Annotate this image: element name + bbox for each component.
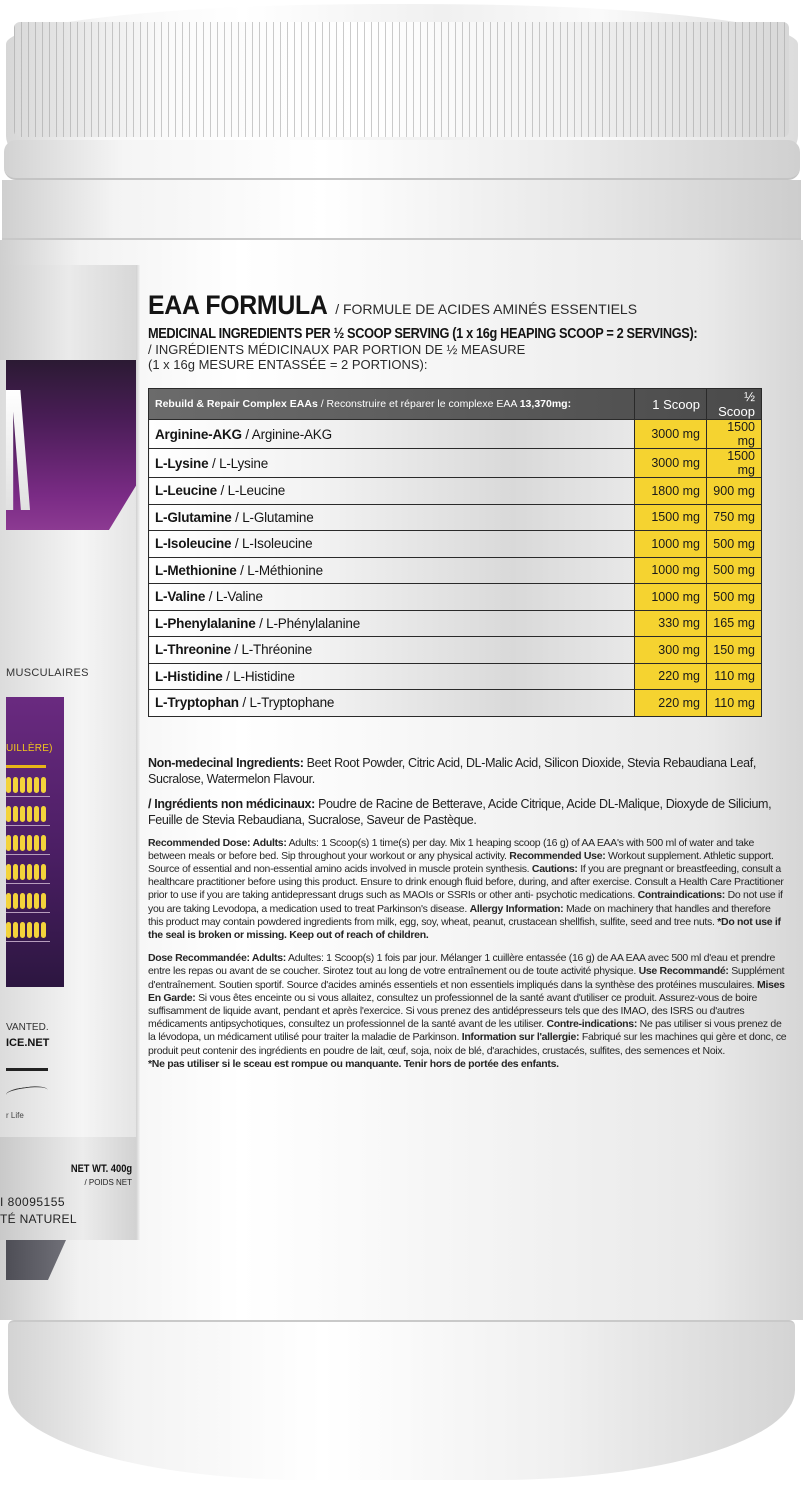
gold-divider: [6, 765, 46, 768]
half-scoop-amount: 110 mg: [707, 663, 762, 690]
ingredient-name-cell: L-Leucine / L-Leucine: [149, 478, 635, 505]
ingredient-name-cell: L-Threonine / L-Thréonine: [149, 637, 635, 664]
medicinal-ingredients-fr-1: / INGRÉDIENTS MÉDICINAUX PAR PORTION DE ½ MEASURE: [148, 342, 526, 357]
ingredient-name-cell: Arginine-AKG / Arginine-AKG: [149, 420, 635, 449]
label-top-band: [0, 265, 138, 360]
one-scoop-amount: 1000 mg: [635, 557, 707, 584]
label-wanted: VANTED.: [6, 1022, 49, 1033]
label-cuillere: UILLÈRE): [6, 743, 53, 754]
half-scoop-amount: 165 mg: [707, 610, 762, 637]
half-scoop-amount: 500 mg: [707, 584, 762, 611]
ingredient-name-cell: L-Lysine / L-Lysine: [149, 449, 635, 478]
label-edge-shadow: [136, 265, 140, 1240]
table-row: [149, 557, 762, 584]
one-scoop-amount: 1000 mg: [635, 584, 707, 611]
cap-ridges: [14, 22, 789, 137]
supplement-facts-panel: [148, 290, 788, 1071]
ingredient-name-cell: L-Phenylalanine / L-Phénylalanine: [149, 610, 635, 637]
table-row: [149, 478, 762, 505]
natural-product-label: TÉ NATUREL: [0, 1212, 77, 1226]
medicinal-ingredients-heading: MEDICINAL INGREDIENTS PER ½ SCOOP SERVING (1 x 16g HEAPING SCOOP = 2 SERVINGS):: [148, 326, 698, 342]
half-scoop-amount: 500 mg: [707, 531, 762, 558]
table-row: [149, 449, 762, 478]
panel-title: EAA FORMULA: [148, 290, 328, 320]
table-row: [149, 610, 762, 637]
one-scoop-amount: 3000 mg: [635, 420, 707, 449]
black-rule: [6, 1068, 48, 1071]
half-scoop-amount: 150 mg: [707, 637, 762, 664]
half-scoop-amount: 900 mg: [707, 478, 762, 505]
signature-icon: [5, 1084, 48, 1102]
npn-number: I 80095155: [0, 1195, 66, 1209]
one-scoop-amount: 330 mg: [635, 610, 707, 637]
half-scoop-amount: 750 mg: [707, 504, 762, 531]
complex-header: Rebuild & Repair Complex EAAs / Reconstruire et réparer le complexe EAA 13,370mg:: [149, 389, 635, 420]
directions-en: Recommended Dose: Adults: Adults: 1 Scoop(s) 1 time(s) per day. Mix 1 heaping scoop (16 g) of AA EAA's with 500 ml of water and take between meals or before bed. Sip throughout your workout or any physical activity. Recommended Use: Workout supplement. Athletic support. Source of essential and non-essential amino acids involved in muscle protein synthesis. Cautions: If you are pregnant or breastfeeding, consult a healthcare practitioner before using this product. Ensure to drink enough fluid before, during, and after exercise. Consult a Health Care Practitioner prior to use if you are taking antidepressant drugs such as MAOIs or SSRIs or other anti- psychotic medications. Contraindications: Do not use if you are taking Levodopa, a medication used to treat Parkinson's disease. Allergy Information: Made on machinery that handles and therefore this product may contain powdered ingredients from milk, egg, soy, wheat, peanut, crustacean shellfish, sulfite, seed and tree nuts. *Do not use if the seal is broken or missing. Keep out of reach of children.: [148, 836, 784, 941]
col-half-scoop: ½ Scoop: [707, 389, 762, 420]
half-scoop-amount: 1500 mg: [707, 420, 762, 449]
ingredient-name-cell: L-Valine / L-Valine: [149, 584, 635, 611]
table-row: [149, 663, 762, 690]
half-scoop-amount: 500 mg: [707, 557, 762, 584]
table-row: [149, 690, 762, 717]
table-header-row: [149, 389, 762, 420]
scoop-icons-grid: [6, 777, 50, 951]
label-life: r Life: [6, 1111, 24, 1120]
one-scoop-amount: 3000 mg: [635, 449, 707, 478]
table-row: [149, 531, 762, 558]
one-scoop-amount: 220 mg: [635, 663, 707, 690]
container-base: [8, 1320, 795, 1480]
poids-net: / POIDS NET: [84, 1178, 132, 1187]
directions-fr: Dose Recommandée: Adults: Adultes: 1 Scoop(s) 1 fois par jour. Mélanger 1 cuillère entassée (16 g) de AA EAA avec 500 ml d'eau et prendre entre les repas ou avant de se coucher. Sirotez tout au long de votre entraînement ou de toute activité physique. Use Recommandé: Supplément d'entraînement. Soutien sportif. Source d'acides aminés essentiels et non essentiels impliqués dans la synthèse des protéines musculaires. Mises En Garde: Si vous êtes enceinte ou si vous allaitez, consultez un professionnel de la santé avant d'utiliser ce produit. Assurez-vous de boire suffisamment de liquide avant, pendant et après l'exercice. Si vous prenez des antidépresseurs tels que des IMAO, des ISRS ou d'autres médicaments antipsychotiques, consultez un professionnel de la santé avant de les utiliser. Contre-indications: Ne pas utiliser si vous prenez de la lévodopa, un médicament utilisé pour traiter la maladie de Parkinson. Information sur l'allergie: Fabriqué sur les machines qui gère et donc, ce produit peut contenir des ingrédients en poudre de lait, œuf, soja, noix de blé, d'arachides, crustacés, sulfites, des semences et Noix. *Ne pas utiliser si le sceau est rompue ou manquante. Tenir hors de portée des enfants.: [148, 952, 787, 1070]
cap-lip: [4, 140, 800, 180]
panel-title-row: [148, 290, 788, 321]
label-musculaires: MUSCULAIRES: [6, 667, 89, 679]
one-scoop-amount: 1000 mg: [635, 531, 707, 558]
panel-title-fr: / FORMULE DE ACIDES AMINÉS ESSENTIELS: [335, 301, 638, 317]
one-scoop-amount: 300 mg: [635, 637, 707, 664]
one-scoop-amount: 1800 mg: [635, 478, 707, 505]
one-scoop-amount: 220 mg: [635, 690, 707, 717]
nonmedicinal-ingredients-en: Non-medecinal Ingredients: Beet Root Powder, Citric Acid, DL-Malic Acid, Silicon Dioxide, Stevia Rebaudiana Leaf, Sucralose, Watermelon Flavour.: [148, 755, 756, 786]
ingredient-name-cell: L-Glutamine / L-Glutamine: [149, 504, 635, 531]
amino-acid-table: [148, 388, 762, 717]
nonmedicinal-ingredients-fr: / Ingrédients non médicinaux: Poudre de Racine de Betterave, Acide Citrique, Acide DL-Malique, Dioxyde de Silicium, Feuille de Stevia Rebaudiana, Sucralose, Saveur de Pastèque.: [148, 796, 772, 827]
container-neck: [2, 180, 801, 240]
one-scoop-amount: 1500 mg: [635, 504, 707, 531]
ingredient-name-cell: L-Isoleucine / L-Isoleucine: [149, 531, 635, 558]
col-one-scoop: 1 Scoop: [635, 389, 707, 420]
table-row: [149, 420, 762, 449]
half-scoop-amount: 110 mg: [707, 690, 762, 717]
ingredient-name-cell: L-Methionine / L-Méthionine: [149, 557, 635, 584]
half-scoop-amount: 1500 mg: [707, 449, 762, 478]
net-weight: NET WT. 400g: [70, 1163, 132, 1175]
table-row: [149, 637, 762, 664]
ingredient-name-cell: L-Histidine / L-Histidine: [149, 663, 635, 690]
label-website: ICE.NET: [6, 1037, 50, 1049]
front-label-edge: [0, 265, 138, 1240]
table-row: [149, 584, 762, 611]
medicinal-ingredients-fr-2: (1 x 16g MESURE ENTASSÉE = 2 PORTIONS):: [148, 357, 428, 372]
table-row: [149, 504, 762, 531]
ingredient-name-cell: L-Tryptophan / L-Tryptophane: [149, 690, 635, 717]
